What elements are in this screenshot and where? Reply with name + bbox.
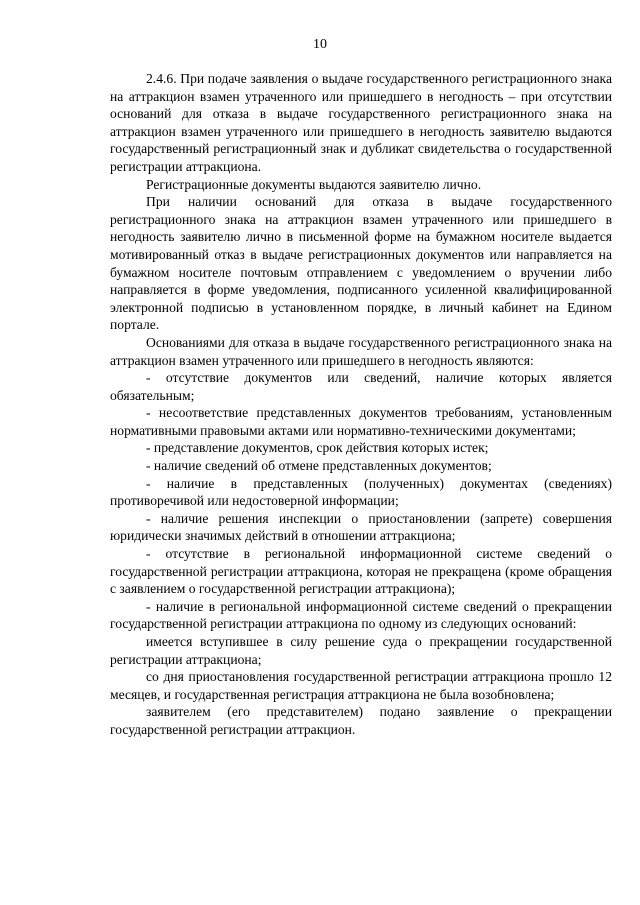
list-item-termination-record: - наличие в региональной информационной системе сведений о прекращении государственной регистрации аттракциона по одному из следующих оснований:	[110, 598, 612, 632]
sub-item-termination-application: заявителем (его представителем) подано заявление о прекращении государственной регистрации аттракцион.	[110, 704, 612, 737]
list-item-nonconformity: - несоответствие представленных документов требованиям, установленным нормативными правовыми актами или нормативно-техническими документами;	[110, 405, 612, 438]
paragraph-refusal-grounds-intro: Основаниями для отказа в выдаче государственного регистрационного знака на аттракцион взамен утраченного или пришедшего в негодность являются:	[110, 334, 612, 368]
paragraph-personal-issue: Регистрационные документы выдаются заявителю лично.	[146, 176, 482, 192]
list-item-missing-documents: - отсутствие документов или сведений, наличие которых является обязательным;	[110, 370, 612, 403]
list-item-cancelled-documents: - наличие сведений об отмене представленных документов;	[146, 458, 492, 474]
list-item-contradictory-info: - наличие в представленных (полученных) документах (сведениях) противоречивой или недостоверной информации;	[110, 475, 612, 509]
paragraph-2-4-6: 2.4.6. При подаче заявления о выдаче государственного регистрационного знака на аттракцион взамен утраченного или пришедшего в негодность – при отсутствии оснований для отказа в выдаче государственного регистрационного знака на аттракцион взамен утраченного или пришедшего в негодность заявителю выдаются государственный регистрационный знак и дубликат свидетельства о государственной регистрации аттракциона.	[110, 71, 612, 174]
paragraph-refusal-procedure: При наличии оснований для отказа в выдаче государственного регистрационного знака на аттракцион взамен утраченного или пришедшего в негодность заявителю лично в письменной форме на бумажном носителе выдается мотивированный отказ в выдаче регистрационных документов или направляется на бумажном носителе почтовым отправлением с уведомлением о вручении либо направляется в форме уведомления, подписанного усиленной квалифицированной электронной подписью в установленном порядке, в личный кабинет на Едином портале.	[110, 194, 612, 333]
page-number: 10	[313, 37, 327, 52]
list-item-no-registration-record: - отсутствие в региональной информационной системе сведений о государственной регистрации аттракциона, которая не прекращена (кроме обращения с заявлением о государственной регистрации аттракциона);	[110, 546, 612, 597]
document-body	[110, 70, 612, 739]
list-item-suspension-decision: - наличие решения инспекции о приостановлении (запрете) совершения юридически значимых действий в отношении аттракциона;	[110, 510, 612, 544]
sub-item-12-months: со дня приостановления государственной регистрации аттракциона прошло 12 месяцев, и государственная регистрация аттракциона не была возобновлена;	[110, 669, 612, 702]
list-item-expired-documents: - представление документов, срок действия которых истек;	[146, 440, 489, 456]
sub-item-court-decision: имеется вступившее в силу решение суда о прекращении государственной регистрации аттракциона;	[110, 634, 612, 667]
